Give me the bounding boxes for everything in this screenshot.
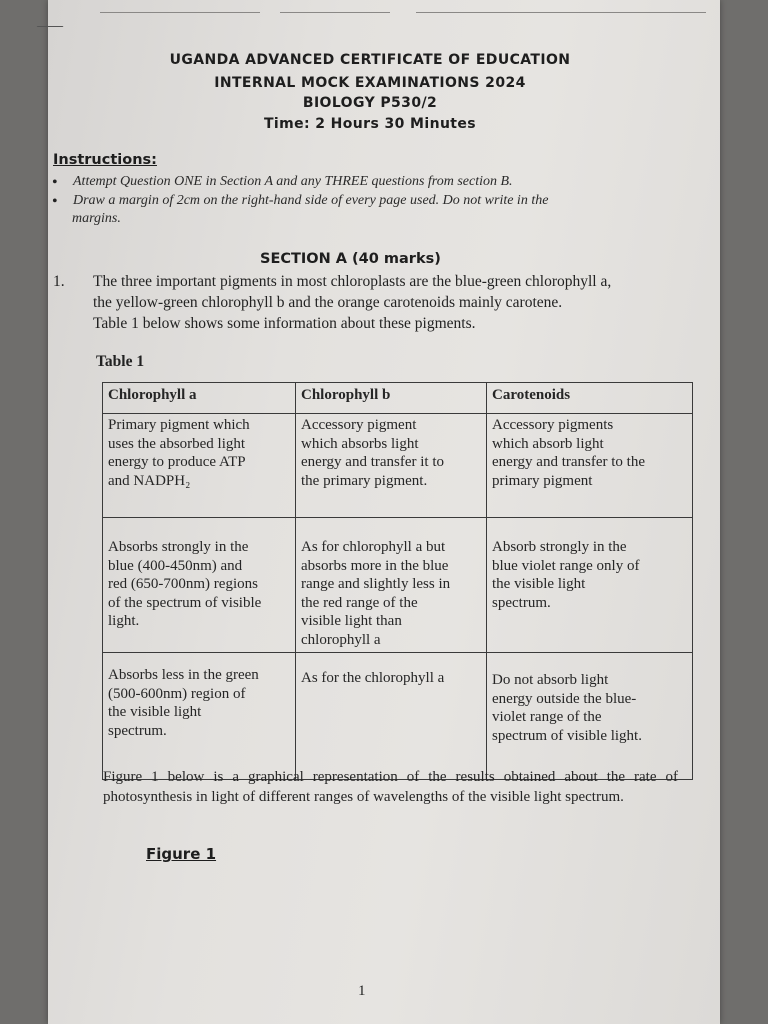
instruction-2-continued: margins. — [72, 211, 121, 226]
top-rule-middle — [280, 12, 390, 13]
table-header-row — [103, 383, 693, 414]
table-cell: Absorbs strongly in the blue (400-450nm) and red (650-700nm) regions of the spectrum of visible light. — [103, 518, 296, 653]
table-row — [103, 518, 693, 653]
table-row — [103, 653, 693, 780]
table-cell: Accessory pigment which absorbs light energy and transfer it to the primary pigment. — [296, 414, 487, 518]
column-header: Carotenoids — [487, 383, 693, 414]
top-rule-left — [100, 12, 260, 13]
table-cell: Accessory pigments which absorb light energy and transfer to the primary pigment — [487, 414, 693, 518]
column-header: Chlorophyll b — [296, 383, 487, 414]
instructions-title: Instructions: — [53, 152, 157, 168]
table-cell: As for the chlorophyll a — [296, 653, 487, 780]
bullet-icon: • — [52, 174, 58, 191]
table-row — [103, 414, 693, 518]
figure-title: Figure 1 — [146, 845, 217, 863]
page-number: 1 — [358, 983, 366, 999]
question-text-line-1: The three important pigments in most chloroplasts are the blue-green chlorophyll a, — [93, 273, 612, 290]
instruction-1: Attempt Question ONE in Section A and any THREE questions from section B. — [73, 174, 513, 189]
table-cell: Absorb strongly in the blue violet range only of the visible light spectrum. — [487, 518, 693, 653]
top-rule-right — [416, 12, 706, 13]
table-cell: Do not absorb light energy outside the blue- violet range of the spectrum of visible light. — [487, 653, 693, 780]
exam-board-title: UGANDA ADVANCED CERTIFICATE OF EDUCATION — [169, 52, 571, 68]
section-a-title: SECTION A (40 marks) — [260, 251, 441, 267]
time-allowed: Time: 2 Hours 30 Minutes — [263, 116, 477, 132]
column-header: Chlorophyll a — [103, 383, 296, 414]
pigment-table — [102, 382, 693, 780]
instruction-2: Draw a margin of 2cm on the right-hand side of every page used. Do not write in the — [73, 193, 549, 208]
question-number: 1. — [53, 273, 65, 290]
table-cell: Absorbs less in the green (500-600nm) region of the visible light spectrum. — [103, 653, 296, 780]
question-text-line-3: Table 1 below shows some information about these pigments. — [93, 315, 476, 332]
subject-code: BIOLOGY P530/2 — [302, 95, 438, 111]
table-cell: Primary pigment which uses the absorbed light energy to produce ATP and NADPH₂ — [103, 414, 296, 518]
question-text-line-2: the yellow-green chlorophyll b and the orange carotenoids mainly carotene. — [93, 294, 563, 311]
table-cell: As for chlorophyll a but absorbs more in the blue range and slightly less in the red range of the visible light than chlorophyll a — [296, 518, 487, 653]
figure-intro-text: Figure 1 below is a graphical representation of the results obtained about the rate of photosynthesis in light of different ranges of wavelengths of the visible light spectrum. — [103, 769, 678, 805]
exam-session-title: INTERNAL MOCK EXAMINATIONS 2024 — [214, 75, 526, 91]
bullet-icon: • — [52, 193, 58, 210]
table-label: Table 1 — [96, 353, 145, 370]
